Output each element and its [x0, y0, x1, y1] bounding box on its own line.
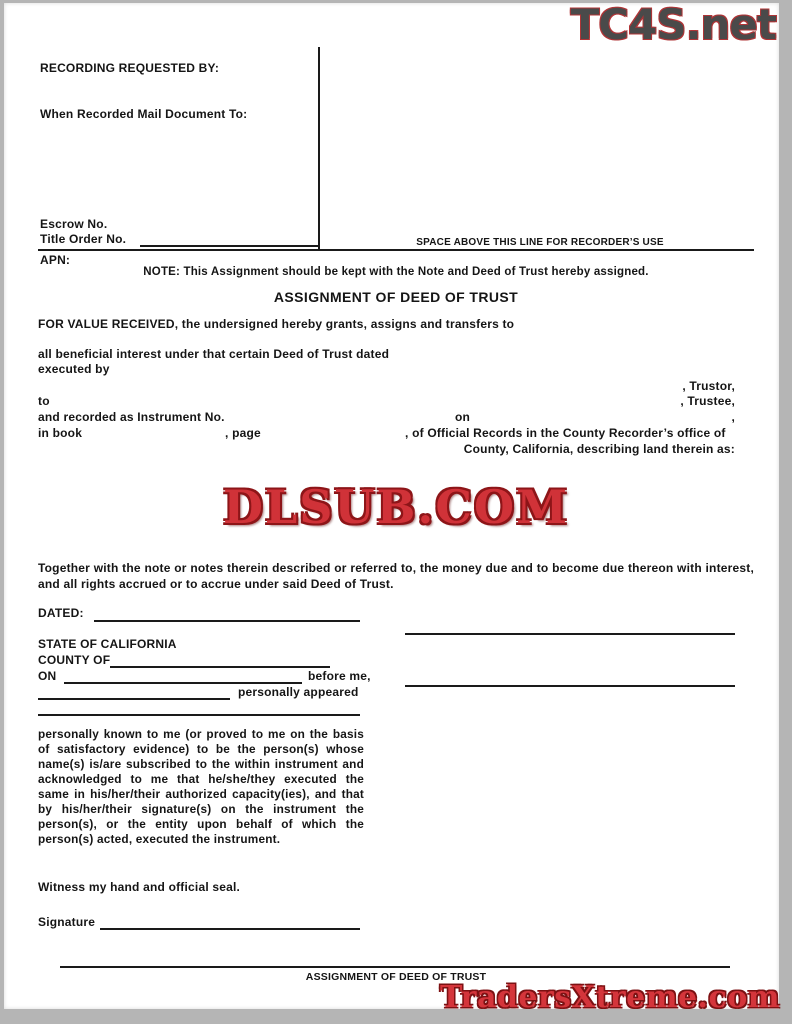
watermark-tradersxtreme: TradersXtreme.com	[440, 980, 780, 1015]
county-fill-line	[110, 666, 330, 668]
for-value-received: FOR VALUE RECEIVED, the undersigned hereby grants, assigns and transfers to	[38, 317, 515, 331]
recorder-box-bottom-line	[38, 249, 754, 251]
row-trailing-comma: ,	[731, 410, 735, 424]
title-order-no-label: Title Order No.	[40, 232, 127, 246]
notary-name-fill-line	[38, 698, 230, 700]
document-page	[4, 0, 780, 1015]
in-book-label: in book	[38, 426, 83, 440]
title-order-fill-line	[140, 245, 318, 247]
signature-fill-line	[100, 928, 360, 930]
footer-doc-title: ASSIGNMENT OF DEED OF TRUST	[305, 971, 487, 983]
county-california-text: County, California, describing land therein as:	[463, 442, 735, 456]
page-label: , page	[225, 426, 261, 440]
trustee-label: , Trustee,	[680, 394, 735, 408]
on-label: ON	[38, 669, 57, 683]
official-records-text: , of Official Records in the County Recorder’s office of	[405, 426, 726, 440]
recorder-box-divider	[318, 47, 320, 251]
on-fill-line	[64, 682, 302, 684]
watermark-tc4s: TC4S.net	[570, 0, 776, 49]
to-label: to	[38, 394, 50, 408]
witness-label: Witness my hand and official seal.	[38, 880, 241, 894]
footer-rule	[60, 966, 730, 968]
beneficial-interest: all beneficial interest under that certain Deed of Trust dated	[38, 347, 390, 361]
signature-label: Signature	[38, 915, 96, 929]
trustor-label: , Trustor,	[682, 379, 735, 393]
before-me-label: before me,	[308, 669, 371, 683]
together-with-paragraph: Together with the note or notes therein described or referred to, the money due and to become due thereon with interest, and all rights accrued or to accrue under said Deed of Trust.	[38, 561, 754, 591]
escrow-no-label: Escrow No.	[40, 217, 108, 231]
county-of-label: COUNTY OF	[38, 653, 111, 667]
acknowledgment-paragraph: personally known to me (or proved to me on the basis of satisfactory evidence) to be the person(s) whose name(s) is/are subscribed to the within instrument and acknowledged to me that he/she/they executed the same in his/her/their authorized capacity(ies), and that by his/her/their signature(s) on the instrument the person(s), or the entity upon behalf of which the person(s) acted, executed the instrument.	[38, 727, 364, 846]
dated-label: DATED:	[38, 606, 84, 620]
recorded-as-instrument: and recorded as Instrument No.	[38, 410, 225, 424]
watermark-dlsub: DLSUB.COM	[222, 480, 570, 534]
keep-with-note: NOTE: This Assignment should be kept with the Note and Deed of Trust hereby assigned.	[143, 266, 649, 278]
appearer-fill-line	[38, 714, 360, 716]
personally-appeared-label: personally appeared	[238, 685, 359, 699]
space-above-line-label: SPACE ABOVE THIS LINE FOR RECORDER’S USE	[416, 237, 664, 248]
assignor-signature-line-2	[405, 685, 735, 687]
apn-label: APN:	[40, 253, 71, 267]
executed-by: executed by	[38, 362, 110, 376]
on-word: on	[455, 410, 471, 424]
state-of-california: STATE OF CALIFORNIA	[38, 637, 177, 651]
document-title: ASSIGNMENT OF DEED OF TRUST	[273, 289, 519, 305]
assignor-signature-line-1	[405, 633, 735, 635]
mail-document-to-label: When Recorded Mail Document To:	[40, 107, 248, 121]
dated-fill-line	[94, 620, 360, 622]
recording-requested-by-label: RECORDING REQUESTED BY:	[40, 61, 220, 75]
